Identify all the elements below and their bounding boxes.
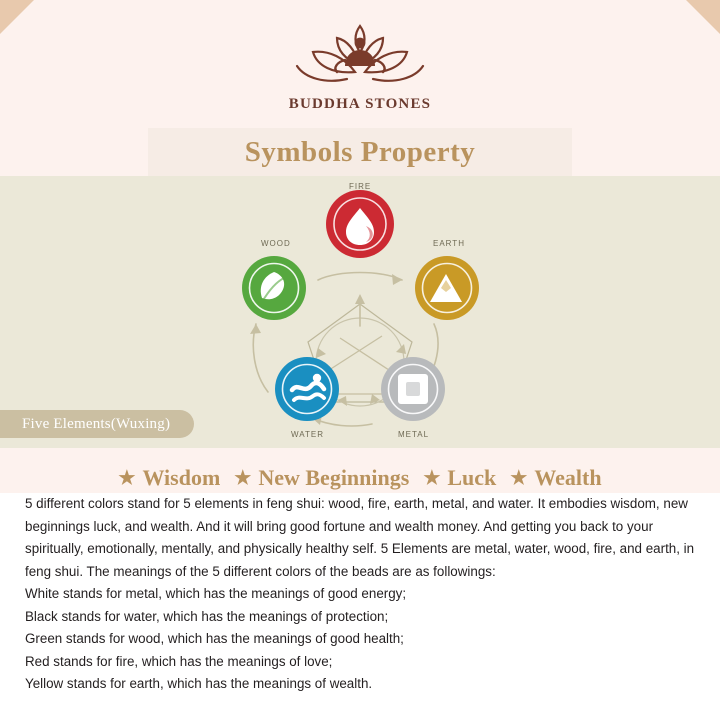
keyword-label: Wealth — [534, 465, 602, 490]
star-icon: ★ — [510, 467, 528, 489]
description-text — [25, 493, 703, 696]
five-elements-wheel — [0, 176, 720, 448]
five-elements-diagram-panel — [0, 176, 720, 448]
keyword-label: Luck — [447, 465, 497, 490]
keyword-wisdom — [118, 465, 220, 491]
title-banner — [148, 128, 572, 176]
node-label-earth: EARTH — [433, 239, 465, 248]
lotus-meditation-icon — [275, 16, 445, 92]
keyword-new-beginnings — [234, 465, 409, 491]
meaning-line-fire: Red stands for fire, which has the meanings of love; — [25, 653, 333, 669]
description-panel — [0, 493, 720, 720]
star-icon: ★ — [234, 467, 252, 489]
page-title: Symbols Property — [244, 135, 476, 168]
keyword-luck — [423, 465, 496, 491]
ribbon-label: Five Elements(Wuxing) — [22, 415, 171, 432]
node-label-metal: METAL — [398, 430, 430, 439]
brand-header — [0, 16, 720, 113]
meaning-line-metal: White stands for metal, which has the meanings of good energy; — [25, 586, 407, 601]
keyword-wealth — [510, 465, 601, 491]
brand-name: BUDDHA STONES — [288, 96, 432, 112]
meaning-line-earth: Yellow stands for earth, which has the meanings of wealth. — [25, 676, 373, 691]
diagram-canvas — [0, 176, 720, 448]
node-label-water: WATER — [291, 430, 324, 439]
five-elements-ribbon — [0, 410, 194, 438]
meaning-line-water: Black stands for water, which has the meanings of protection; — [25, 608, 389, 624]
keyword-label: Wisdom — [142, 465, 221, 490]
star-icon: ★ — [423, 467, 441, 489]
star-icon: ★ — [118, 467, 136, 489]
node-label-wood: WOOD — [261, 239, 291, 248]
description-paragraph: 5 different colors stand for 5 elements in feng shui: wood, fire, earth, metal, and water. It embodies wisdom, new beginnings luck, and wealth. And it will bring good fortune and wealth money. And getting you back to your spiritually, emotionally, mentally, and physically healthy self. 5 Elements are metal, water, wood, fire, and earth, in feng shui. The meanings of the 5 different colors of the beads are as followings: — [25, 496, 695, 579]
node-label-fire: FIRE — [349, 182, 372, 191]
meaning-line-wood: Green stands for wood, which has the meanings of good health; — [25, 631, 404, 646]
keyword-label: New Beginnings — [258, 465, 410, 490]
